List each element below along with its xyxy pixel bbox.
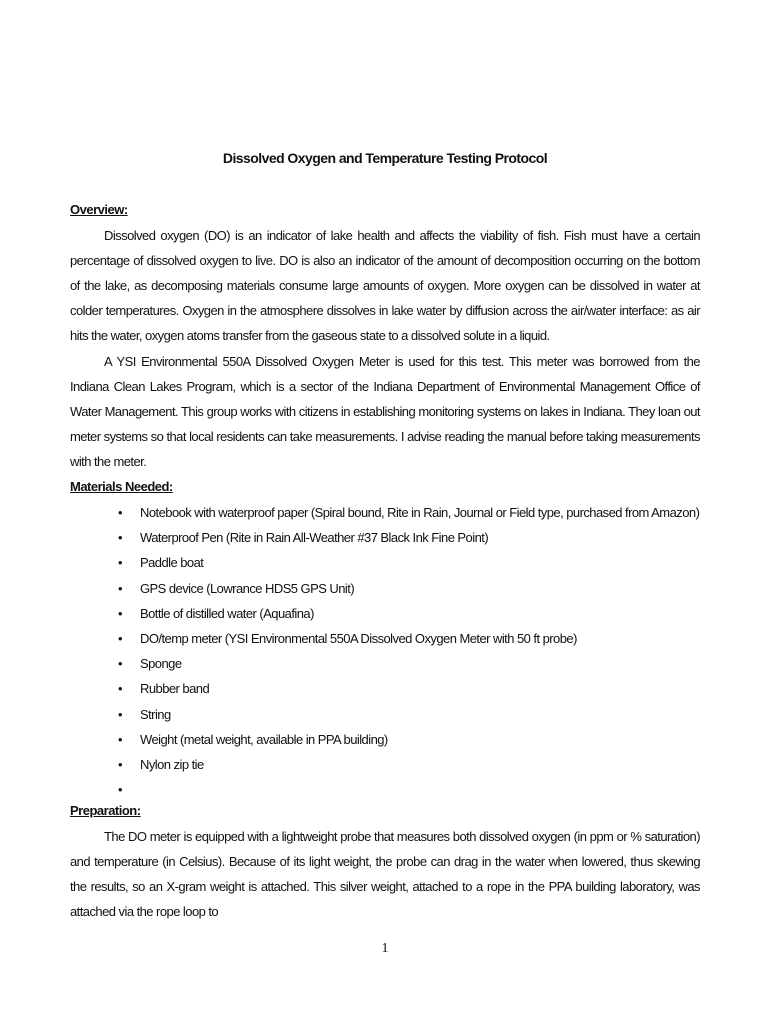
list-item-text: Paddle boat	[140, 555, 204, 571]
bullet-icon: •	[118, 505, 123, 520]
preparation-heading: Preparation:	[70, 803, 141, 818]
bullet-icon: •	[118, 555, 123, 571]
list-item-text: GPS device (Lowrance HDS5 GPS Unit)	[140, 580, 355, 596]
bullet-icon: •	[118, 605, 123, 621]
materials-heading: Materials Needed:	[70, 479, 173, 494]
list-item	[118, 525, 699, 550]
document-title: Dissolved Oxygen and Temperature Testing Protocol	[222, 150, 548, 166]
list-item	[118, 601, 699, 626]
list-item	[118, 702, 699, 727]
bullet-icon: •	[118, 630, 123, 646]
list-item	[118, 576, 699, 601]
overview-paragraph-2: A YSI Environmental 550A Dissolved Oxygen Meter is used for this test. This meter was borrowed from the Indiana Clean Lakes Program, which is a sector of the Indiana Department of Environmental Management Office of Water Management. This group works with citizens in establishing monitoring systems on lakes in Indiana. They loan out meter systems so that local residents can take measurements. I advise reading the manual before taking measurements with the meter.	[70, 354, 700, 469]
list-item	[118, 752, 699, 777]
list-item-text: Waterproof Pen (Rite in Rain All-Weather #37 Black Ink Fine Point)	[140, 530, 489, 546]
list-item-text: Sponge	[140, 656, 182, 672]
list-item-text: String	[140, 706, 171, 722]
bullet-icon: •	[118, 580, 123, 596]
list-item	[118, 626, 699, 651]
overview-heading: Overview:	[70, 202, 128, 217]
list-item	[118, 500, 699, 525]
page-number: 1	[381, 941, 389, 956]
list-item	[118, 651, 699, 676]
list-item	[118, 676, 699, 701]
list-item	[118, 550, 699, 575]
bullet-icon: •	[118, 756, 123, 772]
bullet-icon: •	[118, 731, 123, 747]
materials-list	[118, 500, 699, 802]
list-item	[118, 727, 699, 752]
bullet-icon: •	[118, 656, 123, 672]
bullet-icon: •	[118, 530, 123, 546]
overview-paragraph-1: Dissolved oxygen (DO) is an indicator of lake health and affects the viability of fish. Fish must have a certain percentage of dissolved oxygen to live. DO is also an indicator of the amount of decomposition occurring on the bottom of the lake, as decomposing materials consume large amounts of oxygen. More oxygen can be dissolved in water at colder temperatures. Oxygen in the atmosphere dissolves in lake water by diffusion across the air/water interface: as air hits the water, oxygen atoms transfer from the gaseous state to a dissolved solute in a liquid.	[70, 228, 700, 343]
list-item-text: Rubber band	[140, 681, 210, 697]
list-item-text: Weight (metal weight, available in PPA building)	[140, 731, 388, 747]
bullet-icon: •	[118, 706, 123, 722]
list-item-text: Bottle of distilled water (Aquafina)	[140, 605, 314, 621]
list-item-text: DO/temp meter (YSI Environmental 550A Dissolved Oxygen Meter with 50 ft probe)	[140, 630, 577, 646]
bullet-icon: •	[118, 681, 123, 697]
list-item	[118, 777, 699, 802]
preparation-paragraph-1: The DO meter is equipped with a lightweight probe that measures both dissolved oxygen (in ppm or % saturation) and temperature (in Celsius). Because of its light weight, the probe can drag in the water when lowered, thus skewing the results, so an X-gram weight is attached. This silver weight, attached to a rope in the PPA building laboratory, was attached via the rope loop to	[70, 829, 700, 919]
list-item-text: Nylon zip tie	[140, 756, 204, 772]
list-item-text: Notebook with waterproof paper (Spiral bound, Rite in Rain, Journal or Field type, purchased from Amazon)	[140, 505, 700, 520]
bullet-icon: •	[118, 782, 123, 798]
